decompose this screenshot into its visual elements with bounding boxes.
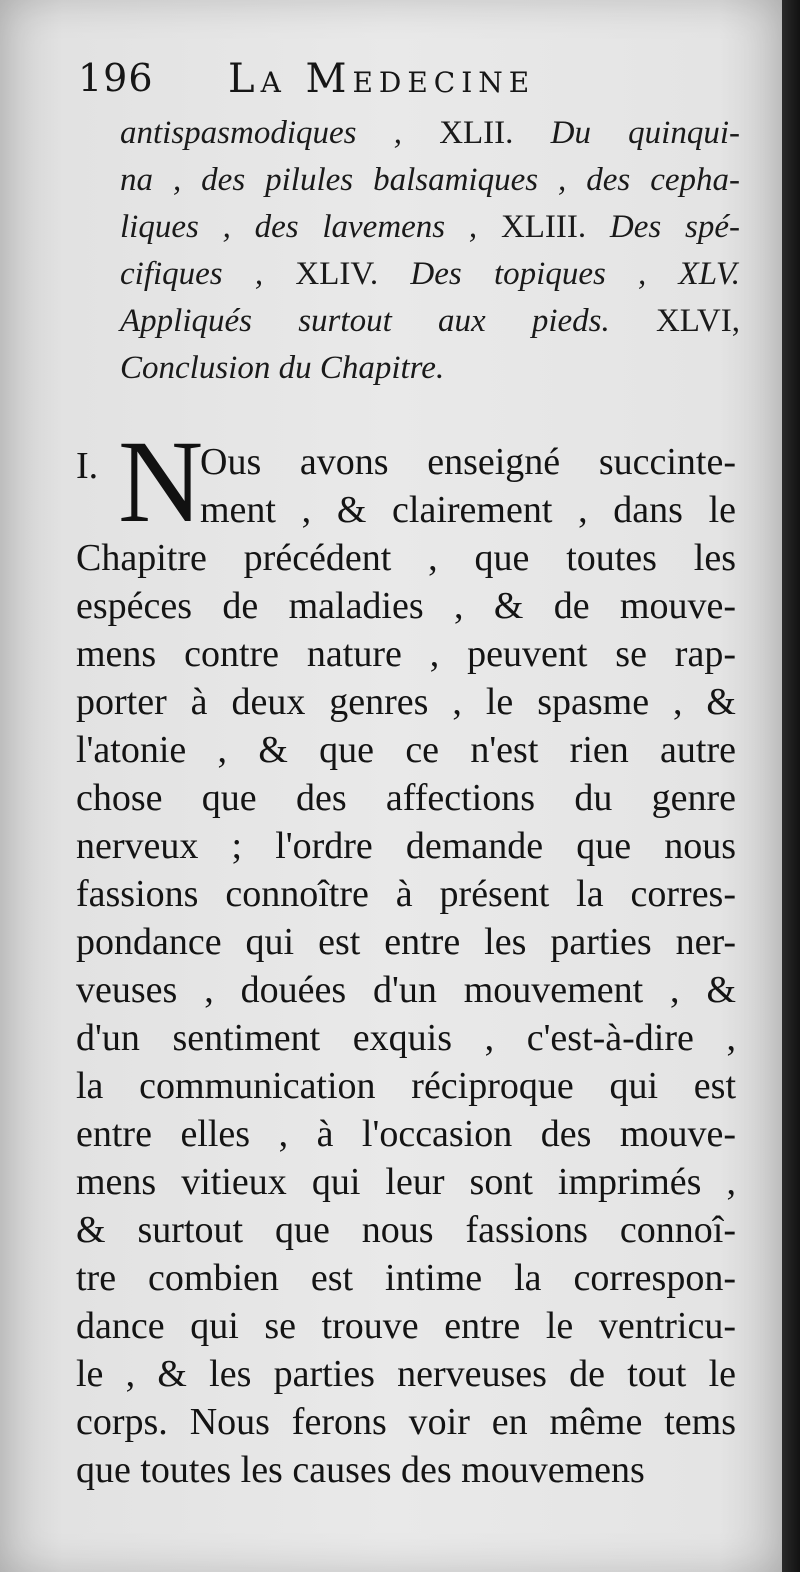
text-line: mens vitieux qui leur sont imprimés , <box>76 1161 736 1203</box>
text-line: dance qui se trouve entre le ventricu- <box>76 1305 736 1347</box>
text-line: porter à deux genres , le spasme , & <box>76 681 736 723</box>
summary-line: cifiques , XLIV. Des topiques , XLV. <box>120 256 740 292</box>
text-line: l'atonie , & que ce n'est rien autre <box>76 729 736 771</box>
text-line: entre elles , à l'occasion des mouve- <box>76 1113 736 1155</box>
text-line: la communication réciproque qui est <box>76 1065 736 1107</box>
text-line: chose que des affections du genre <box>76 777 736 819</box>
page-edge-shadow <box>782 0 800 1572</box>
paragraph-number: I. <box>76 445 99 487</box>
summary-line: Conclusion du Chapitre. <box>120 350 445 386</box>
text-line: & surtout que nous fassions connoî- <box>76 1209 736 1251</box>
body-text <box>76 438 736 1494</box>
text-line: nerveux ; l'ordre demande que nous <box>76 825 736 867</box>
summary-line: antispasmodiques , XLII. Du quinqui- <box>120 115 740 151</box>
drop-cap: N <box>118 416 204 547</box>
running-head: La Medecine <box>228 56 536 102</box>
summary-line: Appliqués surtout aux pieds. XLVI, <box>120 303 740 339</box>
text-line: corps. Nous ferons voir en même tems <box>76 1401 736 1443</box>
text-line: ment , & clairement , dans le <box>200 489 736 531</box>
text-line: d'un sentiment exquis , c'est-à-dire , <box>76 1017 736 1059</box>
text-line: Chapitre précédent , que toutes les <box>76 537 736 579</box>
text-line: que toutes les causes des mouvemens <box>76 1449 645 1491</box>
page-header <box>78 52 728 104</box>
page-number: 196 <box>78 56 154 100</box>
text-line: espéces de maladies , & de mouve- <box>76 585 736 627</box>
text-line: veuses , douées d'un mouvement , & <box>76 969 736 1011</box>
summary-line: na , des pilules balsamiques , des cepha- <box>120 162 740 198</box>
text-line: Ous avons enseigné succinte- <box>200 441 736 483</box>
summary-line: liques , des lavemens , XLIII. Des spé- <box>120 209 740 245</box>
chapter-summary <box>120 110 740 392</box>
text-line: le , & les parties nerveuses de tout le <box>76 1353 736 1395</box>
text-line: fassions connoître à présent la corres- <box>76 873 736 915</box>
text-line: tre combien est intime la correspon- <box>76 1257 736 1299</box>
text-line: mens contre nature , peuvent se rap- <box>76 633 736 675</box>
text-line: pondance qui est entre les parties ner- <box>76 921 736 963</box>
